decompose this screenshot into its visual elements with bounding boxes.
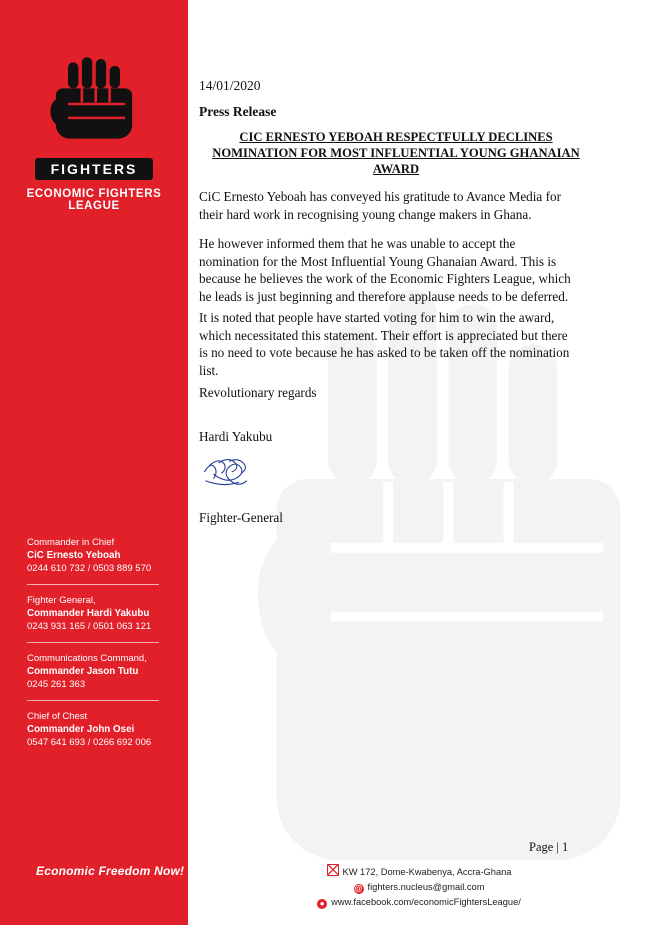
contact-name: Commander Hardi Yakubu <box>27 608 150 619</box>
contact-item <box>27 536 167 575</box>
paragraph: CiC Ernesto Yeboah has conveyed his gratitude to Avance Media for their hard work in recognising young change makers in Ghana. <box>199 189 561 222</box>
paragraph: He however informed them that he was unable to accept the nomination for the Most Influential Young Ghanaian Award. This is because he believes the work of the Economic Fighters League, which he leads is just beginning and therefore applause needs to be deferred. <box>199 236 571 304</box>
logo-subtitle: ECONOMIC FIGHTERS LEAGUE <box>26 188 162 212</box>
document-label: Press Release <box>199 104 277 119</box>
footer-address-line <box>199 864 639 880</box>
page-number: Page | 1 <box>529 840 569 854</box>
contact-item <box>27 710 167 749</box>
contact-role: Chief of Chest <box>27 711 88 722</box>
contact-name: CiC Ernesto Yeboah <box>27 550 121 561</box>
closing-salutation: Revolutionary regards <box>199 385 317 400</box>
divider <box>27 642 159 643</box>
contact-name: Commander John Osei <box>27 724 135 735</box>
slogan: Economic Freedom Now! <box>36 864 185 878</box>
divider <box>27 584 159 585</box>
document-headline: CIC ERNESTO YEBOAH RESPECTFULLY DECLINES NOMINATION FOR MOST INFLUENTIAL YOUNG GHANAIAN AWARD <box>212 130 580 176</box>
footer-email-line <box>199 880 639 895</box>
globe-icon: ● <box>317 899 327 909</box>
contact-phone: 0547 641 693 / 0266 692 006 <box>27 737 152 748</box>
document-body <box>199 0 639 925</box>
contact-name: Commander Jason Tutu <box>27 666 139 677</box>
document-date: 14/01/2020 <box>199 78 261 93</box>
raised-fist-icon <box>42 52 146 156</box>
document-footer <box>199 864 639 910</box>
footer-website[interactable]: www.facebook.com/economicFightersLeague/ <box>331 897 521 907</box>
organization-logo <box>0 52 188 212</box>
contact-role: Fighter General, <box>27 595 96 606</box>
contact-phone: 0243 931 165 / 0501 063 121 <box>27 621 152 632</box>
logo-band-text: FIGHTERS <box>35 158 153 180</box>
footer-address: KW 172, Dome-Kwabenya, Accra-Ghana <box>342 867 512 877</box>
contact-phone: 0245 261 363 <box>27 679 86 690</box>
contacts-list <box>27 536 167 758</box>
contact-role: Communications Command, <box>27 653 147 664</box>
signatory-name: Hardi Yakubu <box>199 429 273 444</box>
divider <box>27 700 159 701</box>
contact-item <box>27 594 167 633</box>
contact-role: Commander in Chief <box>27 537 115 548</box>
left-sidebar <box>0 0 188 925</box>
email-icon: @ <box>354 884 363 893</box>
handwritten-signature <box>200 452 280 498</box>
mail-icon <box>327 864 339 876</box>
signatory-title: Fighter-General <box>199 510 283 525</box>
paragraph: It is noted that people have started voting for him to win the award, which necessitated this statement. Their effort is appreciated but there is no need to vote because he has asked to be taken off the nomination list. <box>199 310 570 378</box>
footer-email[interactable]: fighters.nucleus@gmail.com <box>367 882 485 892</box>
contact-phone: 0244 610 732 / 0503 889 570 <box>27 563 152 574</box>
footer-website-line <box>199 895 639 910</box>
contact-item <box>27 652 167 691</box>
